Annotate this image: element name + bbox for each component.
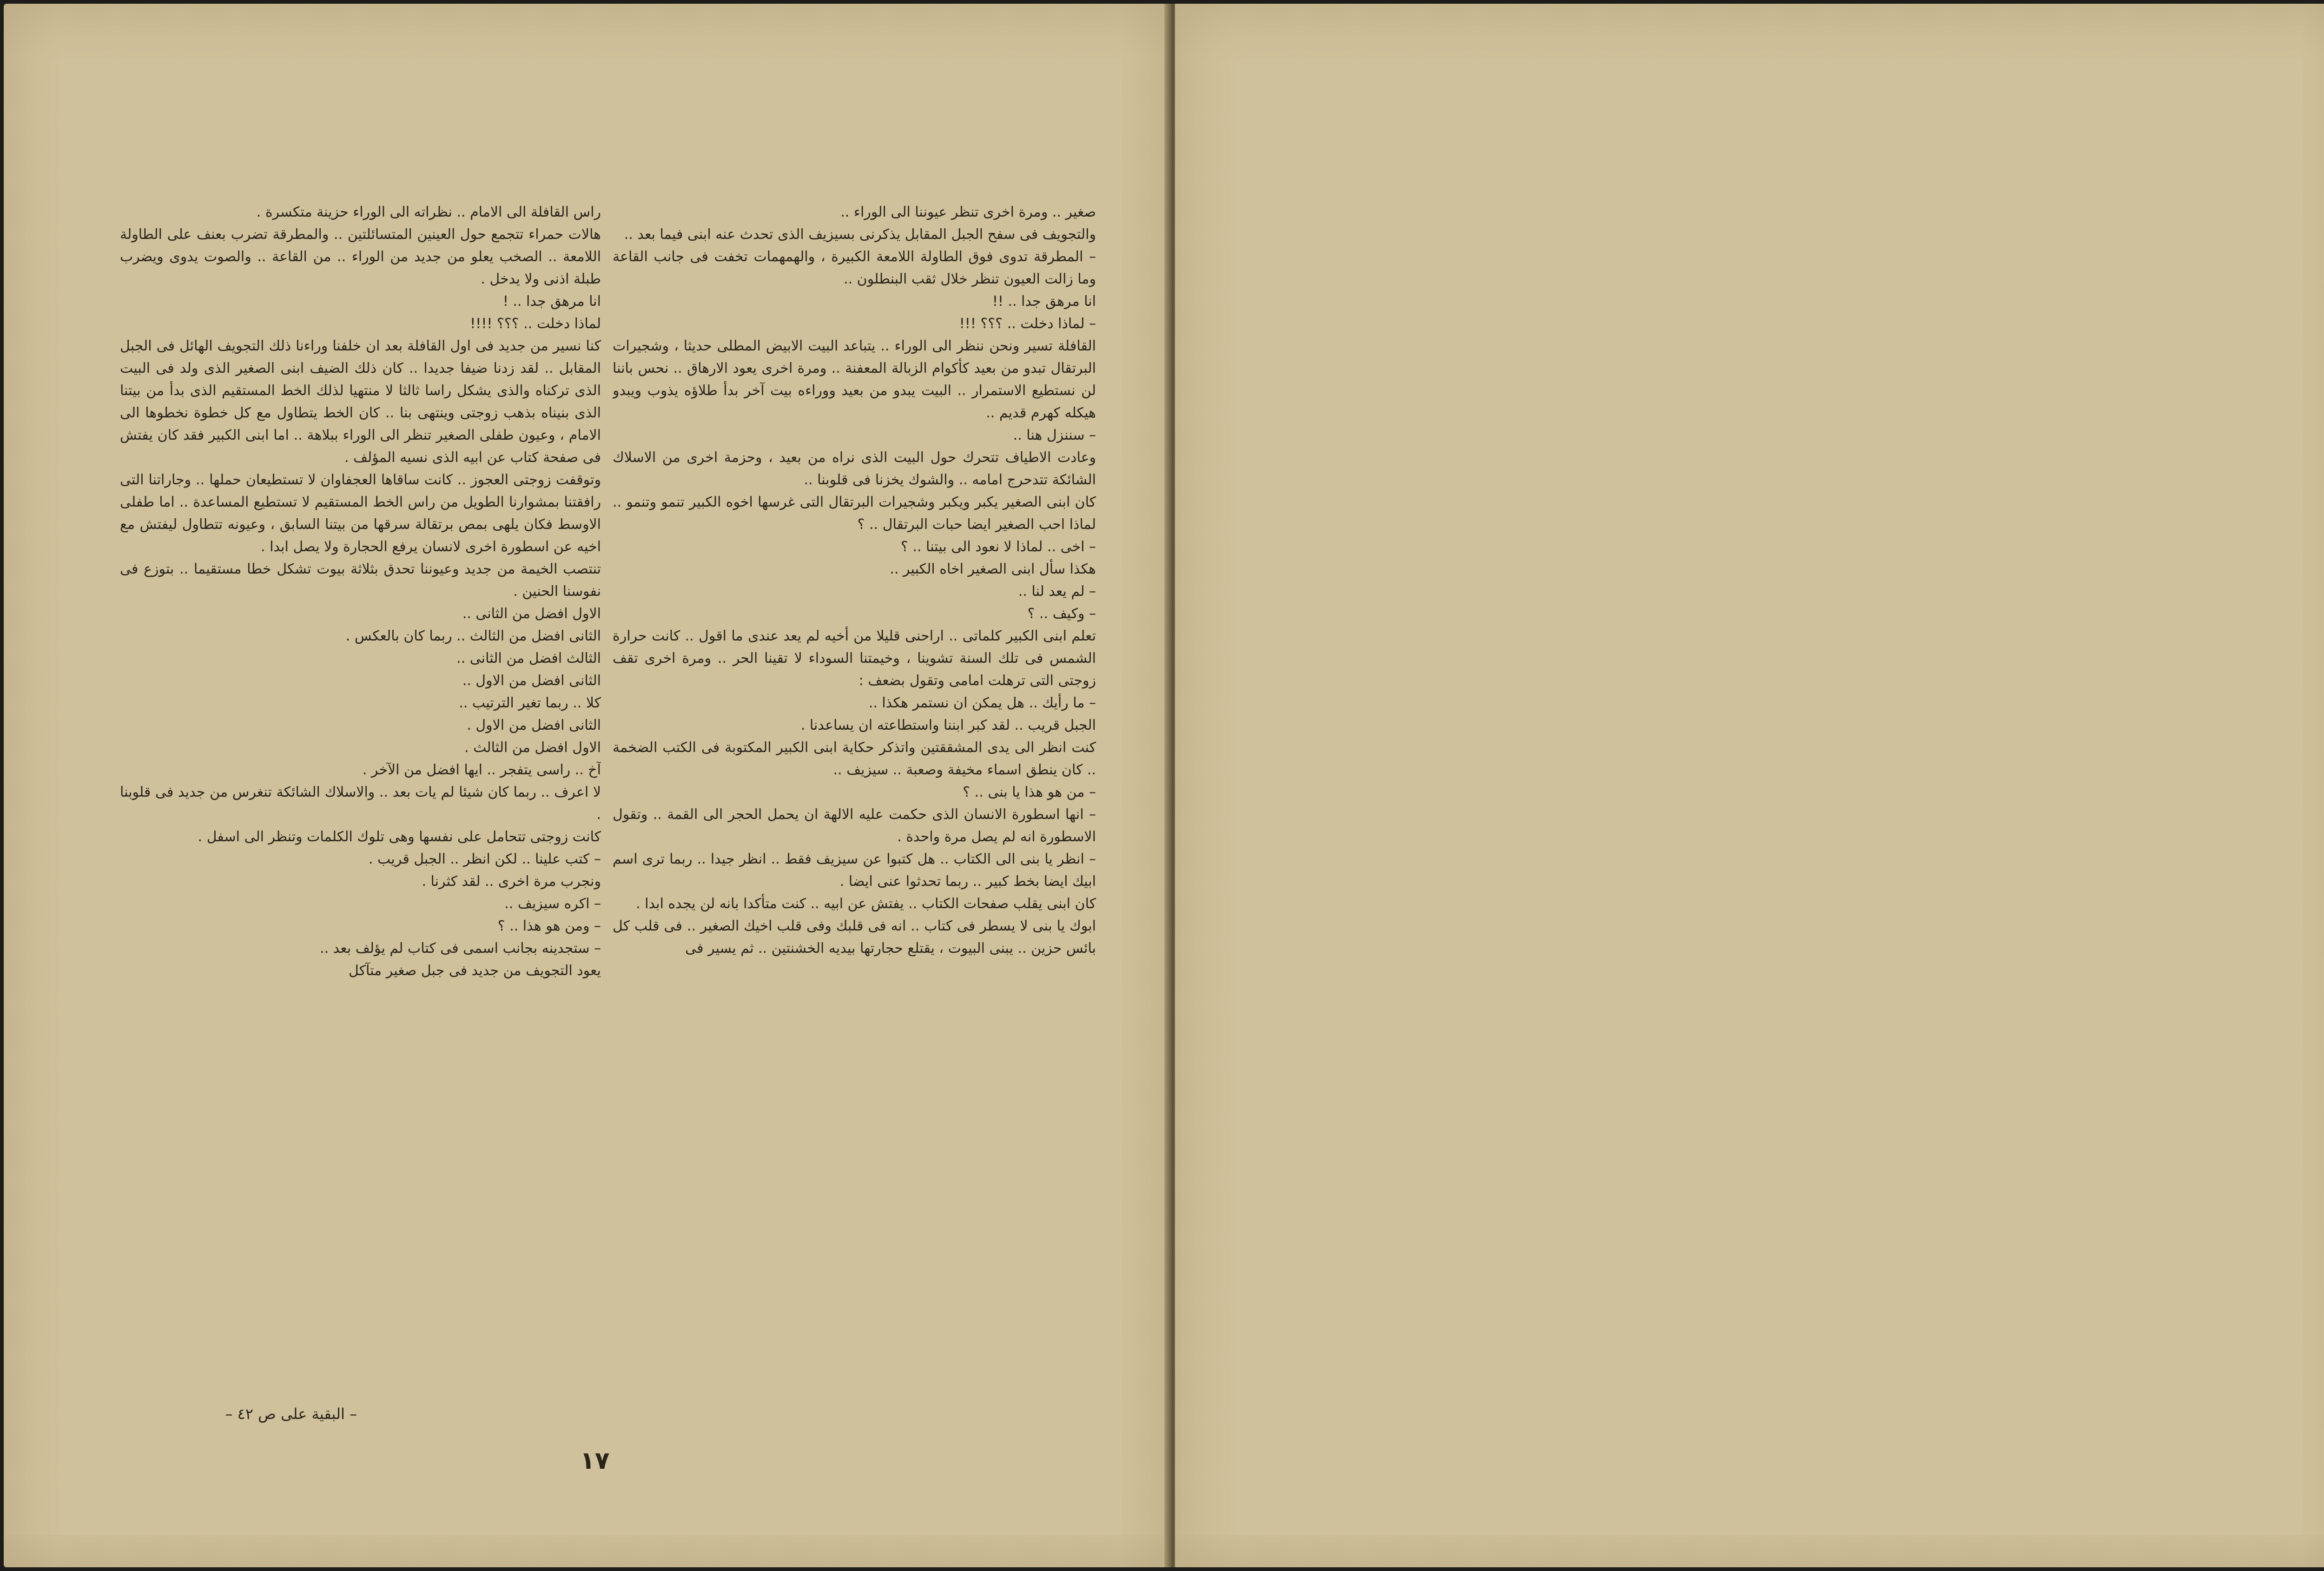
left-page-inner-column [613, 201, 1096, 1391]
continuation-note: – البقية على ص ٤٢ – [225, 1405, 357, 1423]
left-page-outer-column [120, 201, 601, 1391]
left-page [4, 4, 1168, 1567]
right-page [1175, 4, 2324, 1567]
left-inner-text: صغير .. ومرة اخرى تنظر عيوننا الى الوراء .. والتجويف فى سفح الجبل المقابل يذكرنى بسيزيف الذى تحدث عنه ابنى فيما بعد .. – المطرقة تدوى فوق الطاولة اللامعة الكبيرة ، والهمهمات تخفت فى جانب القاعة وما زالت العيون تنظر خلال ثقب البنطلون .. انا مرهق جدا .. !! – لماذا دخلت .. ؟؟؟ !!! القافلة تسير ونحن ننظر الى الوراء .. يتباعد البيت الابيض المطلى حديثا ، وشجيرات البرتقال تبدو من بعيد كأكوام الزبالة المعفنة .. ومرة اخرى يعود الارهاق .. نحس باننا لن نستطيع الاستمرار .. البيت يبدو من بعيد ووراءه بيت آخر بدأ طلاؤه يذوب ويبدو هيكله كهرم قديم .. – سننزل هنا .. وعادت الاطياف تتحرك حول البيت الذى نراه من بعيد ، وحزمة اخرى من الاسلاك الشائكة تتدحرج امامه .. والشوك يخزنا فى قلوبنا .. كان ابنى الصغير يكبر ويكبر وشجيرات البرتقال التى غرسها اخوه الكبير تنمو وتنمو .. لماذا احب الصغير ايضا حبات البرتقال .. ؟ – اخى .. لماذا لا نعود الى بيتنا .. ؟ هكذا سأل ابنى الصغير اخاه الكبير .. – لم يعد لنا .. – وكيف .. ؟ تعلم ابنى الكبير كلماتى .. اراحنى قليلا من أخيه لم يعد عندى ما اقول .. كانت حرارة الشمس فى تلك السنة تشوينا ، وخيمتنا السوداء لا تقينا الحر .. ومرة اخرى تقف زوجتى التى ترهلت امامى وتقول بضعف : – ما رأيك .. هل يمكن ان نستمر هكذا .. الجبل قريب .. لقد كبر ابننا واستطاعته ان يساعدنا . كنت انظر الى يدى المشققتين واتذكر حكاية ابنى الكبير المكتوبة فى الكتب الضخمة .. كان ينطق اسماء مخيفة وصعبة .. سيزيف .. – من هو هذا يا بنى .. ؟ – انها اسطورة الانسان الذى حكمت عليه الالهة ان يحمل الحجر الى القمة .. وتقول الاسطورة انه لم يصل مرة واحدة . – انظر يا بنى الى الكتاب .. هل كتبوا عن سيزيف فقط .. انظر جيدا .. ربما ترى اسم ابيك ايضا بخط كبير .. ربما تحدثوا عنى ايضا . كان ابنى يقلب صفحات الكتاب .. يفتش عن ابيه .. كنت متأكدا بانه لن يجده ابدا . ابوك يا بنى لا يسطر فى كتاب .. انه فى قلبك وفى قلب اخيك الصغير .. فى قلب كل بائس حزين .. يبنى البيوت ، يقتلع حجارتها بيديه الخشنتين .. ثم يسير فى [613, 204, 1096, 957]
page-number-left: ١٧ [580, 1447, 610, 1475]
left-outer-text: راس القافلة الى الامام .. نظراته الى الوراء حزينة متكسرة . هالات حمراء تتجمع حول العينين المتسائلتين .. والمطرقة تضرب بعنف على الطاولة اللامعة .. الصخب يعلو من جديد من الوراء .. من القاعة .. والصوت يدوى ويضرب طبلة اذنى ولا يدخل . انا مرهق جدا .. ! لماذا دخلت .. ؟؟؟ !!!! كنا نسير من جديد فى اول القافلة بعد ان خلفنا وراءنا ذلك التجويف الهائل فى الجبل المقابل .. لقد زدنا ضيفا جديدا .. كان ذلك الضيف ابنى الصغير الذى ولد فى البيت الذى تركناه والذى يشكل راسا ثالثا لا منتهيا لذلك الخط المستقيم الذى بدأ من بيتنا الذى بنيناه بذهب زوجتى وينتهى بنا .. كان الخط يتطاول مع كل خطوة نخطوها الى الامام ، وعيون طفلى الصغير تنظر الى الوراء ببلاهة .. اما ابنى الكبير فقد كان يفتش فى صفحة كتاب عن ابيه الذى نسيه المؤلف . وتوقفت زوجتى العجوز .. كانت ساقاها العجفاوان لا تستطيعان حملها .. وجاراتنا التى رافقتنا بمشوارنا الطويل من راس الخط المستقيم لا تستطيع المساعدة .. اما طفلى الاوسط فكان يلهى بمص برتقالة سرقها من بيتنا السابق ، وعيونه تتطاول ليفتش مع اخيه عن اسطورة اخرى لانسان يرفع الحجارة ولا يصل ابدا . تنتصب الخيمة من جديد وعيوننا تحدق بثلاثة بيوت تشكل خطا مستقيما .. بتوزع فى نفوسنا الحنين . الاول افضل من الثانى .. الثانى افضل من الثالث .. ربما كان بالعكس . الثالث افضل من الثانى .. الثانى افضل من الاول .. كلا .. ربما تغير الترتيب .. الثانى افضل من الاول . الاول افضل من الثالث . آخ .. راسى يتفجر .. ايها افضل من الآخر . لا اعرف .. ربما كان شيئا لم يات بعد .. والاسلاك الشائكة تنغرس من جديد فى قلوبنا . كانت زوجتى تتحامل على نفسها وهى تلوك الكلمات وتنظر الى اسفل . – كتب علينا .. لكن انظر .. الجبل قريب . ونجرب مرة اخرى .. لقد كثرنا . – اكره سيزيف .. – ومن هو هذا .. ؟ – ستجدينه بجانب اسمى فى كتاب لم يؤلف بعد .. يعود التجويف من جديد فى جبل صغير متآكل [120, 204, 601, 979]
